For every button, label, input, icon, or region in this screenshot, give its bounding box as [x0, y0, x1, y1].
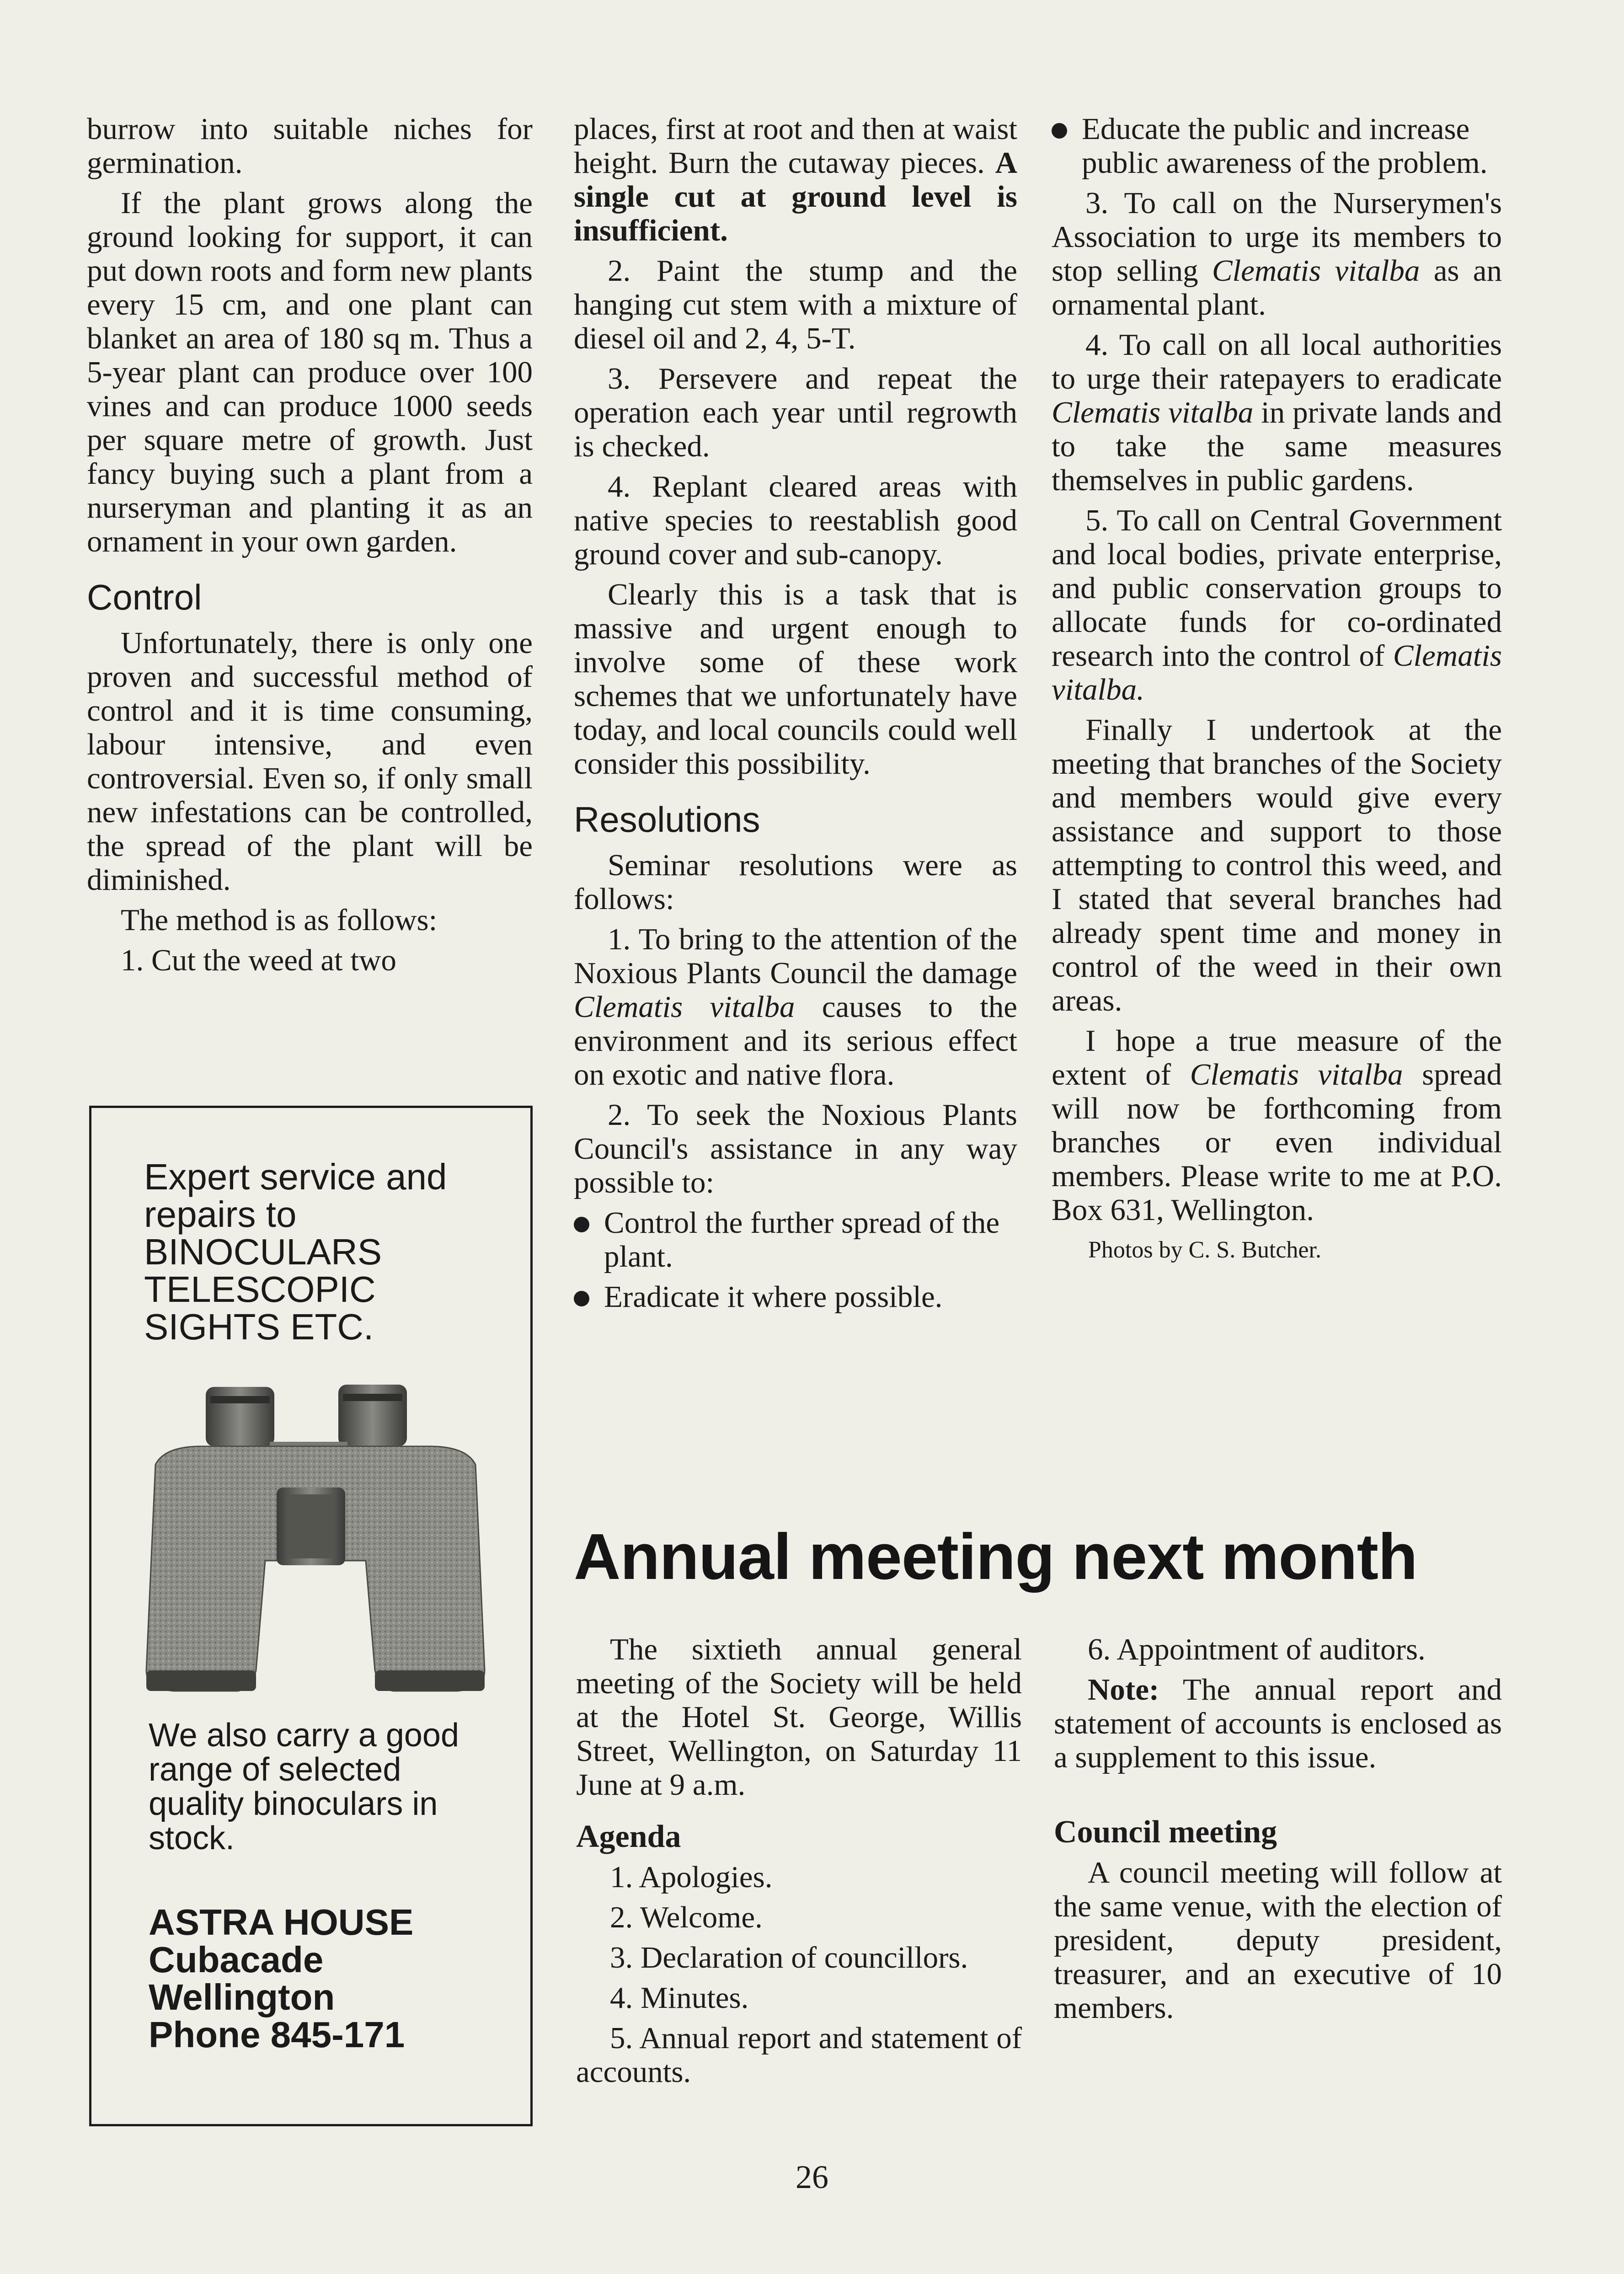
bullet-text: Control the further spread of the plant. — [604, 1206, 1000, 1273]
ad-line: ASTRA HOUSE — [149, 1902, 414, 1942]
paragraph: Seminar resolutions were as follows: — [574, 848, 1017, 916]
paragraph: burrow into suitable niches for germination. — [87, 112, 533, 180]
ad-line: Cubacade — [149, 1939, 324, 1980]
paragraph: 1. Cut the weed at two — [121, 943, 396, 977]
italic-text: Clematis vitalba — [1212, 254, 1420, 288]
text-run: places, first at root and then at waist height. Burn the cutaway pieces. — [574, 112, 1017, 180]
note-label: Note: — [1088, 1673, 1159, 1707]
agenda-item: 4. Minutes. — [610, 1981, 749, 2015]
column-3 — [1052, 112, 1502, 1267]
text-run: spread will now be forthcoming from branches or even individual members. Please write to me at P.O. Box 631, Wellington. — [1052, 1058, 1502, 1227]
bullet-item — [574, 1280, 1017, 1314]
agenda-item: 6. Appointment of auditors. — [1088, 1632, 1426, 1666]
bold-text: A single cut at ground level is insufficient. — [574, 146, 1017, 247]
bullet-icon — [1052, 123, 1067, 139]
bullet-icon — [574, 1291, 589, 1306]
section-heading-control: Control — [87, 577, 202, 617]
italic-text: Clematis vitalba. — [1052, 639, 1502, 706]
ad-line: quality binoculars in — [149, 1786, 438, 1822]
paragraph: 2. Paint the stump and the hanging cut stem with a mixture of diesel oil and 2, 4, 5-T. — [574, 254, 1017, 355]
ad-line: TELESCOPIC — [144, 1269, 376, 1310]
paragraph: The method is as follows: — [121, 903, 438, 937]
council-heading: Council meeting — [1054, 1814, 1277, 1850]
text-run: The annual report and statement of accounts is enclosed as a supplement to this issue. — [1054, 1673, 1502, 1774]
agenda-item: 1. Apologies. — [610, 1860, 773, 1894]
ad-line: range of selected — [149, 1751, 401, 1788]
page-number: 26 — [796, 2159, 828, 2195]
paragraph: Unfortunately, there is only one proven and successful method of control and it is time consuming, labour intensive, and even controversial. Even so, if only small new infestations can be controlled, the spread of the plant will be diminished. — [87, 626, 533, 897]
section-heading-resolutions: Resolutions — [574, 799, 760, 840]
text-run: 1. To bring to the attention of the Noxious Plants Council the damage — [574, 922, 1017, 990]
text-run: 5. To call on Central Government and local bodies, private enterprise, and public conservation groups to allocate funds for co-ordinated research into the control of — [1052, 503, 1502, 673]
meeting-column-right — [1054, 1632, 1502, 2031]
paragraph — [574, 112, 1017, 247]
ad-line: Wellington — [149, 1977, 335, 2017]
agenda-item: 3. Declaration of councillors. — [610, 1941, 968, 1974]
ad-body-text — [149, 1718, 514, 1856]
text-run: causes to the environment and its serious effect on exotic and native flora. — [574, 990, 1018, 1092]
agenda-item: 2. Welcome. — [610, 1900, 763, 1934]
paragraph: 2. To seek the Noxious Plants Council's assistance in any way possible to: — [574, 1098, 1017, 1199]
text-run: in private lands and to take the same measures themselves in public gardens. — [1052, 396, 1502, 497]
text-run: 4. To call on all local authorities to urge their ratepayers to eradicate — [1052, 328, 1502, 396]
photo-credit: Photos by C. S. Butcher. — [1088, 1237, 1321, 1263]
agenda-heading: Agenda — [576, 1819, 681, 1854]
ad-line: Expert service and — [144, 1156, 447, 1197]
italic-text: Clematis vitalba — [1190, 1058, 1403, 1092]
ad-headline — [144, 1158, 510, 1346]
bullet-text: Educate the public and increase public awareness of the problem. — [1082, 112, 1488, 180]
text-run: as an ornamental plant. — [1052, 254, 1502, 321]
paragraph: Finally I undertook at the meeting that branches of the Society and members would give every assistance and support to those attempting to control this weed, and I stated that several branches had already spent time and money in control of the weed in their own areas. — [1052, 713, 1502, 1017]
paragraph: 4. Replant cleared areas with native species to reestablish good ground cover and sub-canopy. — [574, 470, 1017, 571]
paragraph: Clearly this is a task that is massive and urgent enough to involve some of these work schemes that we unfortunately have today, and local councils could well consider this possibility. — [574, 578, 1017, 781]
meeting-column-left — [576, 1632, 1022, 2095]
ad-line: SIGHTS ETC. — [144, 1306, 374, 1347]
paragraph — [1054, 1673, 1502, 1774]
ad-line: Phone 845-171 — [149, 2014, 405, 2055]
paragraph: A council meeting will follow at the same venue, with the election of president, deputy president, treasurer, and an executive of 10 members. — [1054, 1856, 1502, 2025]
bullet-text: Eradicate it where possible. — [604, 1280, 943, 1314]
ad-line: repairs to — [144, 1194, 297, 1235]
bullet-item — [574, 1206, 1017, 1273]
agenda-item: 5. Annual report and statement of accounts. — [576, 2021, 1022, 2089]
column-2 — [574, 112, 1017, 1320]
text-run: I hope a true measure of the extent of — [1052, 1024, 1502, 1092]
paragraph: 3. Persevere and repeat the operation each year until regrowth is checked. — [574, 362, 1017, 463]
bullet-icon — [574, 1217, 589, 1232]
paragraph: If the plant grows along the ground looking for support, it can put down roots and form new plants every 15 cm, and one plant can blanket an area of 180 sq m. Thus a 5-year plant can produce over 100 vines and can produce 1000 seeds per square metre of growth. Just fancy buying such a plant from a nurseryman and planting it as an ornament in your own garden. — [87, 186, 533, 558]
ad-address — [149, 1904, 413, 2054]
italic-text: Clematis vitalba — [574, 990, 795, 1024]
advertisement-box — [89, 1106, 533, 2126]
column-1 — [87, 112, 533, 984]
paragraph: The sixtieth annual general meeting of the Society will be held at the Hotel St. George, Willis Street, Wellington, on Saturday 11 June at 9 a.m. — [576, 1632, 1022, 1802]
ad-line: We also carry a good — [149, 1717, 459, 1754]
paragraph — [574, 922, 1017, 1092]
text-run: 3. To call on the Nurserymen's Association to urge its members to stop selling — [1052, 186, 1502, 288]
paragraph — [1052, 1024, 1502, 1227]
paragraph — [1052, 186, 1502, 321]
article-headline: Annual meeting next month — [574, 1520, 1417, 1593]
paragraph — [1052, 328, 1502, 497]
paragraph — [1052, 503, 1502, 706]
italic-text: Clematis vitalba — [1052, 396, 1254, 429]
ad-line: BINOCULARS — [144, 1231, 382, 1272]
ad-line: stock. — [149, 1820, 235, 1857]
binoculars-image — [137, 1378, 494, 1698]
bullet-item — [1052, 112, 1502, 180]
